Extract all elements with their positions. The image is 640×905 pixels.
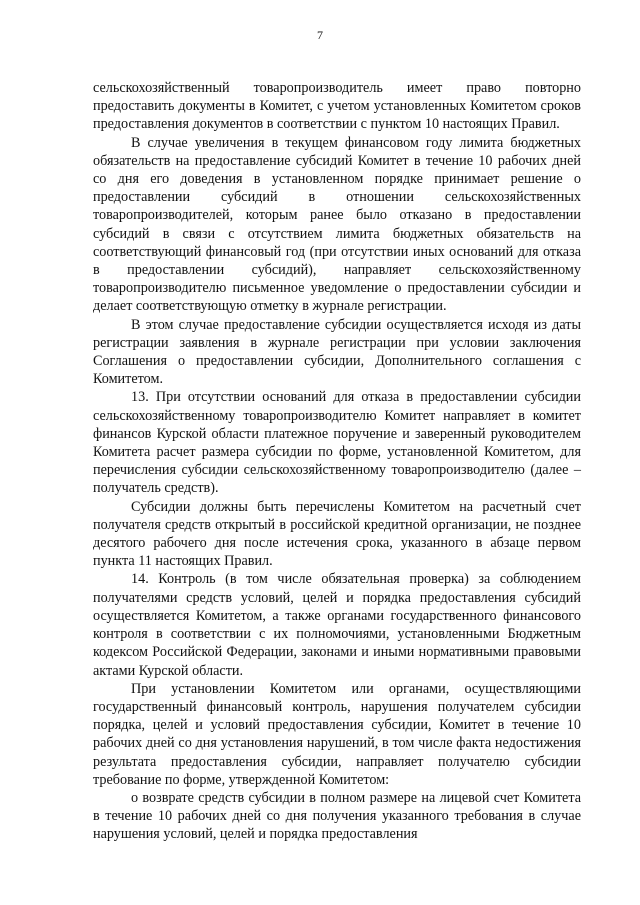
paragraph: В случае увеличения в текущем финансовом году лимита бюджетных обязательств на предоставление субсидий Комитет в течение 10 рабочих дней со дня его доведения в установленном порядке принимает решение о предоставлении субсидий в отношении сельскохозяйственных товаропроизводителей, которым ранее было отказано в предоставлении субсидий в связи с отсутствием лимита бюджетных обязательств на соответствующий финансовый год (при отсутствии иных оснований для отказа в предоставлении субсидий), направляет сельскохозяйственному товаропроизводителю письменное уведомление о предоставлении субсидии и делает соответствующую отметку в журнале регистрации.: [93, 134, 581, 315]
paragraph: При установлении Комитетом или органами, осуществляющими государственный финансовый контроль, нарушения получателем субсидии порядка, целей и условий предоставления субсидии, Комитет в течение 10 рабочих дней со дня установления нарушений, в том числе факта недостижения результата предоставления субсидии, направляет получателю субсидии требование по форме, утвержденной Комитетом:: [93, 680, 581, 788]
paragraph-item-14: 14. Контроль (в том числе обязательная проверка) за соблюдением получателями средств условий, целей и порядка предоставления субсидий осуществляется Комитетом, а также органами государственного финансового контроля в соответствии с их полномочиями, установленными Бюджетным кодексом Российской Федерации, законами и иными нормативными правовыми актами Курской области.: [93, 571, 581, 679]
paragraph: Субсидии должны быть перечислены Комитетом на расчетный счет получателя средств открытый в российской кредитной организации, не позднее десятого рабочего дня после истечения срока, указанного в абзаце первом пункта 11 настоящих Правил.: [93, 498, 581, 570]
paragraph: о возврате средств субсидии в полном размере на лицевой счет Комитета в течение 10 рабочих дней со дня получения указанного требования в случае нарушения условий, целей и порядка предоставления: [93, 789, 581, 843]
paragraph: В этом случае предоставление субсидии осуществляется исходя из даты регистрации заявления в журнале регистрации при условии заключения Соглашения о предоставлении субсидии, Дополнительного соглашения с Комитетом.: [93, 316, 581, 388]
document-body: [93, 79, 581, 844]
page-number: 7: [317, 28, 323, 42]
paragraph: сельскохозяйственный товаропроизводитель имеет право повторно предоставить документы в Комитет, с учетом установленных Комитетом сроков предоставления документов в соответствии с пунктом 10 настоящих Правил.: [93, 80, 581, 133]
paragraph-item-13: 13. При отсутствии оснований для отказа в предоставлении субсидии сельскохозяйственному товаропроизводителю Комитет направляет в комитет финансов Курской области платежное поручение и заверенный руководителем Комитета расчет размера субсидии по форме, установленной Комитетом, для перечисления субсидии сельскохозяйственному товаропроизводителю (далее – получатель средств).: [93, 389, 581, 497]
